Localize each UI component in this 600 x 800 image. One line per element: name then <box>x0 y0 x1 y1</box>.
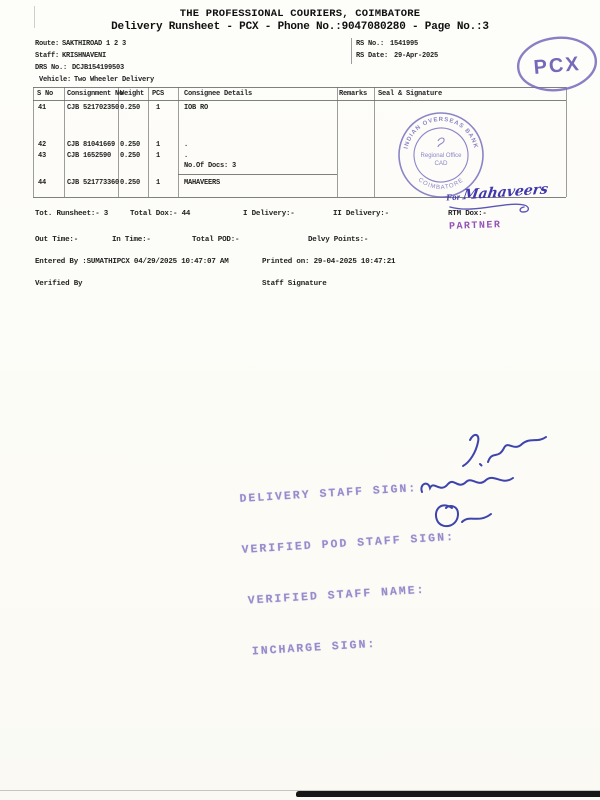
table-header-row <box>0 90 600 100</box>
seal-center-line2: CAD <box>434 160 448 167</box>
tot-runsheet: Tot. Runsheet:- 3 <box>35 210 109 218</box>
staff-label: Staff: <box>35 52 60 60</box>
header-sno: S No <box>37 90 54 98</box>
header-consignment: Consignment No <box>67 90 124 98</box>
cell-pcs: 1 <box>156 104 161 112</box>
rs-date-value: 29-Apr-2025 <box>394 52 439 60</box>
signature-scribble-1 <box>463 435 478 466</box>
cell-consignee: IOB RO <box>184 104 209 112</box>
total-pod: Total POD:- <box>192 236 240 244</box>
cell-pcs: 1 <box>156 179 161 187</box>
rtm-dox: RTM Dox:- <box>448 210 487 218</box>
rubber-stamp-line: INCHARGE SIGN: <box>251 637 377 659</box>
rs-date-label: RS Date: <box>356 52 389 60</box>
i-delivery: I Delivery:- <box>243 210 295 218</box>
route-label: Route: <box>35 40 60 48</box>
signature-scribble-5 <box>462 514 491 522</box>
signature-scribble-2 <box>488 437 546 462</box>
verified-by: Verified By <box>35 280 83 288</box>
signature-scribble-4 <box>436 505 458 526</box>
cell-sno: 43 <box>38 152 47 160</box>
cell-consignment: CJB 81041669 <box>67 141 116 149</box>
pcx-stamp <box>512 32 600 96</box>
partner-stamp: PARTNER <box>448 220 502 233</box>
table-border-top <box>33 87 566 88</box>
signature-dot <box>480 464 482 466</box>
pcx-text: PCX <box>532 52 582 80</box>
cell-sno: 44 <box>38 179 47 187</box>
cell-consignment: CJB 521702350 <box>67 104 120 112</box>
cell-sno: 41 <box>38 104 47 112</box>
cell-sno: 42 <box>38 141 47 149</box>
total-dox: Total Dox:- 44 <box>130 210 191 218</box>
rubber-stamp-line: DELIVERY STAFF SIGN: <box>239 482 418 506</box>
company-title: THE PROFESSIONAL COURIERS, COIMBATORE <box>179 8 421 20</box>
header-seal: Seal & Signature <box>378 90 443 98</box>
vehicle-value: Two Wheeler Delivery <box>74 76 155 84</box>
rs-no-value: 1541995 <box>390 40 419 48</box>
for-text: For <box>445 191 461 203</box>
docs-note-row <box>0 162 600 172</box>
table-row <box>0 152 600 162</box>
cell-consignee: . <box>184 152 189 160</box>
cell-weight: 0.250 <box>120 104 141 112</box>
seal-emblem-icon <box>438 138 444 147</box>
cell-consignee: . <box>184 141 189 149</box>
staff-signature-label: Staff Signature <box>262 280 327 288</box>
summary-row-4 <box>0 280 600 290</box>
cell-weight: 0.250 <box>120 152 141 160</box>
staff-value: KRISHNAVENI <box>62 52 107 60</box>
cell-pcs: 1 <box>156 152 161 160</box>
entered-by: Entered By :SUMATHIPCX 04/29/2025 10:47:07 AM <box>35 258 229 266</box>
vehicle-label: Vehicle: <box>39 76 72 84</box>
docs-note-underline <box>178 174 337 175</box>
info-drs <box>0 64 600 74</box>
table-row <box>0 104 600 114</box>
document-title: Delivery Runsheet - PCX - Phone No.:9047080280 - Page No.:3 <box>111 21 489 33</box>
seal-arc-top-text: INDIAN OVERSEAS BANK <box>403 116 479 150</box>
summary-row-2 <box>0 236 600 246</box>
table-header-underline <box>33 100 566 101</box>
docs-note: No.Of Docs: 3 <box>184 162 237 170</box>
scan-artifact-bar <box>296 791 600 797</box>
cell-consignee: MAHAVEERS <box>184 179 221 187</box>
mahaveers-script: Mahaveers <box>461 181 550 204</box>
delvy-points: Delvy Points:- <box>308 236 369 244</box>
header-pcs: PCS <box>152 90 165 98</box>
signature-underline-swoosh <box>448 200 534 216</box>
rubber-stamp-line: VERIFIED POD STAFF SIGN: <box>241 530 456 557</box>
seal-center-line1: Regional Office <box>420 153 462 159</box>
ink-signatures <box>392 428 557 538</box>
info-rs-no <box>0 40 600 50</box>
drs-value: DCJB154199503 <box>72 64 125 72</box>
info-vehicle <box>0 76 600 86</box>
ii-delivery: II Delivery:- <box>333 210 389 218</box>
drs-label: DRS No.: <box>35 64 68 72</box>
cell-consignment: CJB 1652590 <box>67 152 112 160</box>
cell-consignment: CJB 521773360 <box>67 179 120 187</box>
summary-row-3 <box>0 258 600 268</box>
out-time: Out Time:- <box>35 236 79 244</box>
rs-no-label: RS No.: <box>356 40 385 48</box>
route-value: SAKTHIROAD 1 2 3 <box>62 40 127 48</box>
rubber-stamp-line: VERIFIED STAFF NAME: <box>247 583 426 608</box>
info-rs-date <box>0 52 600 62</box>
header-remarks: Remarks <box>339 90 368 98</box>
in-time: In Time:- <box>112 236 151 244</box>
cell-weight: 0.250 <box>120 179 141 187</box>
cell-weight: 0.250 <box>120 141 141 149</box>
printed-on: Printed on: 29-04-2025 10:47:21 <box>262 258 396 266</box>
table-row <box>0 141 600 151</box>
header-consignee: Consignee Details <box>184 90 253 98</box>
cell-pcs: 1 <box>156 141 161 149</box>
header-weight: Weight <box>120 90 145 98</box>
seal-arc-bottom-text: COIMBATORE <box>416 177 466 192</box>
signature-scribble-3 <box>421 478 513 492</box>
